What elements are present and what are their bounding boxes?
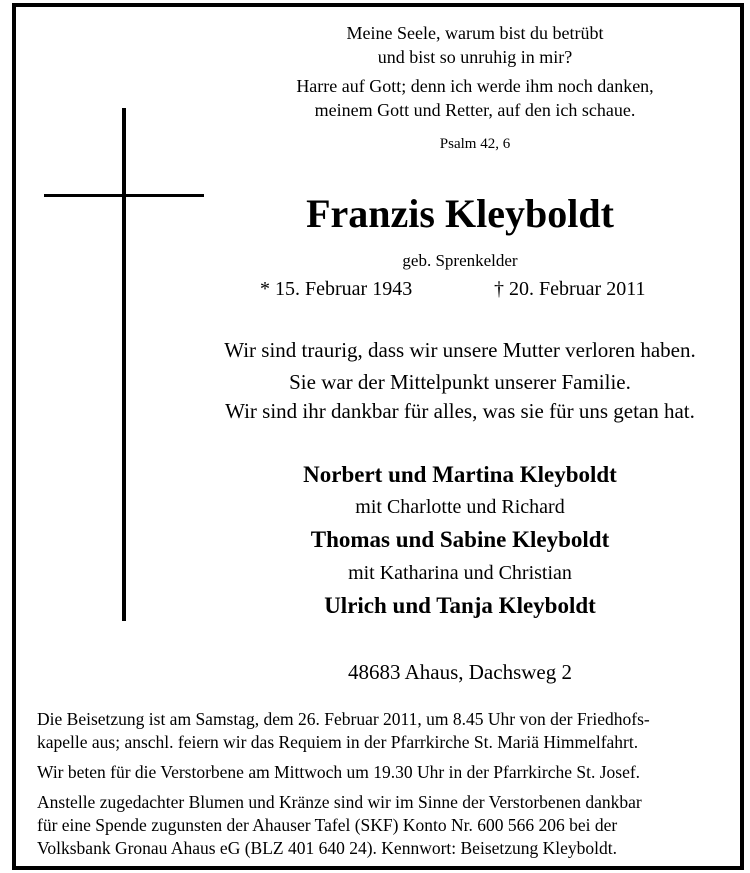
psalm-line: meinem Gott und Retter, auf den ich schaue. xyxy=(314,100,636,120)
family-member-children: mit Katharina und Christian xyxy=(348,562,572,584)
details-line: Anstelle zugedachter Blumen und Kränze sind wir im Sinne der Verstorbenen dankbar xyxy=(37,792,642,812)
details-line: Wir beten für die Verstorbene am Mittwoch um 19.30 Uhr in der Pfarrkirche St. Josef. xyxy=(37,762,641,782)
message-line: Wir sind ihr dankbar für alles, was sie für uns getan hat. xyxy=(225,399,695,423)
family-address: 48683 Ahaus, Dachsweg 2 xyxy=(348,660,572,684)
cross-horizontal-bar xyxy=(44,194,204,197)
family-member-children: mit Charlotte und Richard xyxy=(355,496,565,518)
psalm-line: Meine Seele, warum bist du betrübt xyxy=(346,23,604,43)
family-member-name: Norbert und Martina Kleyboldt xyxy=(303,462,617,487)
psalm-line: Harre auf Gott; denn ich werde ihm noch danken, xyxy=(296,76,654,96)
donation-details xyxy=(37,791,727,860)
details-line: für eine Spende zugunsten der Ahauser Tafel (SKF) Konto Nr. 600 566 206 bei der xyxy=(37,815,618,835)
maiden-name: geb. Sprenkelder xyxy=(402,251,518,270)
family-member-name: Ulrich und Tanja Kleyboldt xyxy=(324,593,596,618)
psalm-reference: Psalm 42, 6 xyxy=(439,136,511,152)
message-line: Wir sind traurig, dass wir unsere Mutter verloren haben. xyxy=(224,338,696,362)
funeral-details xyxy=(37,708,727,754)
details-line: Die Beisetzung ist am Samstag, dem 26. Februar 2011, um 8.45 Uhr von der Friedhofs- xyxy=(37,709,650,729)
birth-date: * 15. Februar 1943 xyxy=(260,278,413,300)
prayer-details xyxy=(37,761,727,784)
message-line: Sie war der Mittelpunkt unserer Familie. xyxy=(289,370,631,394)
cross-vertical-bar xyxy=(122,108,126,621)
death-date: † 20. Februar 2011 xyxy=(494,278,646,300)
details-line: kapelle aus; anschl. feiern wir das Requiem in der Pfarrkirche St. Mariä Himmelfahrt. xyxy=(37,732,639,752)
family-member-name: Thomas und Sabine Kleyboldt xyxy=(310,527,610,552)
psalm-line: und bist so unruhig in mir? xyxy=(377,47,573,67)
details-line: Volksbank Gronau Ahaus eG (BLZ 401 640 24). Kennwort: Beisetzung Kleyboldt. xyxy=(37,838,618,858)
deceased-name: Franzis Kleyboldt xyxy=(306,191,614,236)
